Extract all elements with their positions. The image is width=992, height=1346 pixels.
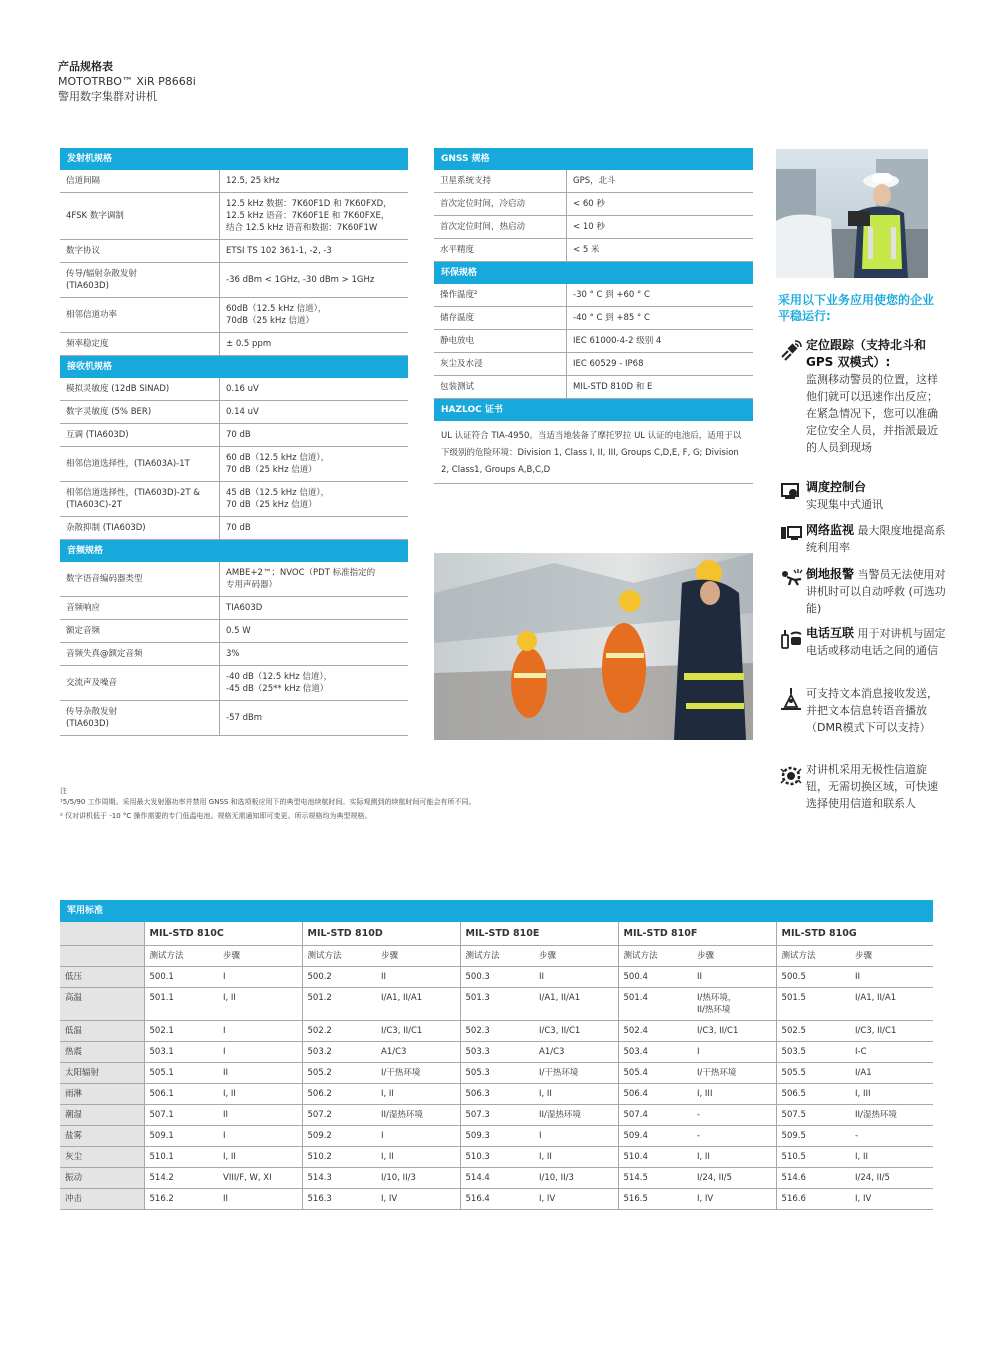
spec-value: ETSI TS 102 361-1, -2, -3 — [226, 246, 332, 256]
mil-method-cell: 505.1 — [144, 1063, 218, 1084]
mil-step-cell: I — [534, 1126, 618, 1147]
app-description: 可支持文本消息接收发送，并把文本信息转语音播放（DMR模式下可以支持） — [806, 687, 938, 734]
spec-row — [60, 193, 408, 240]
mil-step-cell: I — [376, 1126, 460, 1147]
spec-value: AMBE+2™；NVOC（PDT 标准指定的 专用声码器） — [226, 568, 376, 590]
mil-method-cell: 506.1 — [144, 1084, 218, 1105]
spec-row — [60, 597, 408, 620]
spec-key: 数字语音编码器类型 — [60, 562, 220, 596]
app-description: 实现集中式通讯 — [806, 498, 883, 511]
hazloc-section-header: HAZLOC 证书 — [434, 399, 753, 421]
mil-standards-section — [60, 900, 933, 1210]
mil-table-row — [60, 1063, 933, 1084]
mil-method-cell: 501.4 — [618, 988, 692, 1021]
notes-label: 注 — [60, 787, 67, 795]
spec-section-header: 接收机规格 — [60, 356, 408, 378]
mil-method-cell: 506.2 — [302, 1084, 376, 1105]
spec-section-header: 发射机规格 — [60, 148, 408, 170]
spec-row — [434, 170, 753, 193]
mil-step-cell: I, II — [218, 1084, 302, 1105]
mil-method-cell: 503.1 — [144, 1042, 218, 1063]
mil-method-cell: 505.3 — [460, 1063, 534, 1084]
app-description: 用于对讲机与固定电话或移动电话之间的通信 — [806, 627, 946, 657]
spec-value: < 60 秒 — [573, 199, 605, 209]
mil-method-cell: 509.2 — [302, 1126, 376, 1147]
mil-step-cell: I, IV — [376, 1189, 460, 1210]
spec-row — [60, 240, 408, 263]
spec-key: 首次定位时间，热启动 — [434, 216, 567, 238]
spec-row — [60, 170, 408, 193]
mil-standard-header: MIL-STD 810F — [618, 922, 776, 946]
mil-test-name: 高温 — [60, 988, 144, 1021]
spec-key: 传导/辐射杂散发射 (TIA603D) — [60, 263, 220, 297]
mil-step-cell: II — [218, 1189, 302, 1210]
spec-row — [434, 376, 753, 399]
spec-row — [60, 517, 408, 540]
mil-method-cell: 507.5 — [776, 1105, 850, 1126]
mil-table-row — [60, 1126, 933, 1147]
mil-corner-cell — [60, 946, 144, 967]
app-item-man-down — [776, 566, 948, 617]
mil-test-name: 热震 — [60, 1042, 144, 1063]
mil-step-cell: II — [534, 967, 618, 988]
mil-subheader-method: 测试方法 — [776, 946, 850, 967]
mil-method-cell: 510.2 — [302, 1147, 376, 1168]
mil-method-cell: 507.2 — [302, 1105, 376, 1126]
mil-step-cell: I, II — [376, 1084, 460, 1105]
spec-row — [434, 307, 753, 330]
mil-test-name: 盐雾 — [60, 1126, 144, 1147]
mil-subheader-method: 测试方法 — [144, 946, 218, 967]
mil-method-cell: 507.4 — [618, 1105, 692, 1126]
mil-step-cell: I, II — [534, 1084, 618, 1105]
mil-test-name: 雨淋 — [60, 1084, 144, 1105]
mil-step-cell: I/热环境， II/热环境 — [692, 988, 776, 1021]
spec-key: 模拟灵敏度 (12dB SINAD) — [60, 378, 220, 400]
spec-section-header: 环保规格 — [434, 262, 753, 284]
mil-table-row — [60, 1105, 933, 1126]
spec-row — [60, 562, 408, 597]
mil-step-cell: I, IV — [534, 1189, 618, 1210]
spec-key: 相邻信道功率 — [60, 298, 220, 332]
mil-step-cell: A1/C3 — [534, 1042, 618, 1063]
mil-step-cell: I, II — [376, 1147, 460, 1168]
mil-table-row — [60, 988, 933, 1021]
mil-test-name: 低压 — [60, 967, 144, 988]
mil-method-cell: 502.3 — [460, 1021, 534, 1042]
spec-row — [60, 666, 408, 701]
mil-step-cell: I/24, II/5 — [692, 1168, 776, 1189]
mil-method-cell: 505.5 — [776, 1063, 850, 1084]
mil-method-cell: 509.5 — [776, 1126, 850, 1147]
mil-method-cell: 507.1 — [144, 1105, 218, 1126]
mil-step-cell: I/A1, II/A1 — [534, 988, 618, 1021]
mil-method-cell: 502.4 — [618, 1021, 692, 1042]
mil-step-cell: I/C3, II/C1 — [534, 1021, 618, 1042]
mil-method-cell: 516.4 — [460, 1189, 534, 1210]
mil-step-cell: II — [218, 1105, 302, 1126]
mil-step-cell: I — [218, 1021, 302, 1042]
app-item-text-message — [776, 685, 948, 736]
mil-method-cell: 510.3 — [460, 1147, 534, 1168]
mil-method-cell: 503.2 — [302, 1042, 376, 1063]
mil-step-cell: II/湿热环境 — [376, 1105, 460, 1126]
firefighters-photo — [434, 553, 753, 740]
product-subtitle: 警用数字集群对讲机 — [58, 90, 157, 103]
mil-method-cell: 509.1 — [144, 1126, 218, 1147]
mil-step-cell: II/湿热环境 — [850, 1105, 933, 1126]
mil-standard-header: MIL-STD 810G — [776, 922, 933, 946]
spec-row — [434, 284, 753, 307]
mil-table-row — [60, 1168, 933, 1189]
note-1: ¹5/5/90 工作周期。采用最大发射器功率并禁用 GNSS 和选项板应用下的典型电池续航时间。实际观测到的续航时间可能会有所不同。 — [60, 798, 476, 806]
mil-method-cell: 505.4 — [618, 1063, 692, 1084]
app-description: 最大限度地提高系统利用率 — [806, 524, 946, 554]
mil-step-cell: II/湿热环境 — [534, 1105, 618, 1126]
spec-row — [60, 447, 408, 482]
spec-value: -30 ° C 到 +60 ° C — [573, 290, 650, 300]
mil-step-cell: I/干热环境 — [534, 1063, 618, 1084]
spec-key: 水平精度 — [434, 239, 567, 261]
mil-step-cell: A1/C3 — [376, 1042, 460, 1063]
mil-step-cell: I — [218, 1126, 302, 1147]
mil-table-row — [60, 1084, 933, 1105]
spec-value: 45 dB（12.5 kHz 信道）， 70 dB（25 kHz 信道） — [226, 488, 330, 510]
mil-standard-header: MIL-STD 810D — [302, 922, 460, 946]
mil-method-cell: 506.4 — [618, 1084, 692, 1105]
police-officer-photo — [776, 149, 928, 278]
mil-step-cell: I/24, II/5 — [850, 1168, 933, 1189]
doc-type-title: 产品规格表 — [58, 60, 113, 73]
hazloc-text: UL 认证符合 TIA-4950。当适当地装备了摩托罗拉 UL 认证的电池后，适用于以下级别的危险环境：Division 1, Class I, II, III, Groups C,D,E, F, G; Division 2, Class1, Groups A,B,C,D — [434, 421, 753, 484]
mil-test-name: 冲击 — [60, 1189, 144, 1210]
spec-value: 12.5 kHz 数据：7K60F1D 和 7K60FXD， 12.5 kHz 语音：7K60F1E 和 7K60FXE， 结合 12.5 kHz 语音和数据：7K60F1W — [226, 199, 392, 233]
app-description: 对讲机采用无极性信道旋钮，无需切换区域，可快速选择使用信道和联系人 — [806, 763, 938, 810]
mil-subheader-method: 测试方法 — [460, 946, 534, 967]
spec-key: 杂散抑制 (TIA603D) — [60, 517, 220, 539]
mil-step-cell: I, II — [218, 988, 302, 1021]
mil-step-cell: I, II — [534, 1147, 618, 1168]
app-description: 当警员无法使用对讲机时可以自动呼救 (可选功能) — [806, 568, 946, 615]
app-item-telephone-interconnect — [776, 625, 948, 659]
gnss-environment-tables — [434, 148, 753, 399]
mil-method-cell: 514.5 — [618, 1168, 692, 1189]
mil-subheader-method: 测试方法 — [618, 946, 692, 967]
spec-value: 3% — [226, 649, 240, 659]
mil-method-cell: 505.2 — [302, 1063, 376, 1084]
spec-row — [60, 620, 408, 643]
spec-key: 首次定位时间，冷启动 — [434, 193, 567, 215]
app-bold-label: 定位跟踪（支持北斗和 GPS 双模式）: — [806, 338, 927, 369]
man-down-icon — [776, 566, 806, 617]
mil-table-row — [60, 967, 933, 988]
mil-subheader-step: 步骤 — [218, 946, 302, 967]
spec-section-header: GNSS 规格 — [434, 148, 753, 170]
dispatch-console-icon — [776, 479, 806, 513]
mil-method-cell: 514.3 — [302, 1168, 376, 1189]
mil-method-cell: 509.4 — [618, 1126, 692, 1147]
spec-key: 操作温度² — [434, 284, 567, 306]
mil-standards-table — [60, 922, 933, 1210]
mil-method-cell: 506.3 — [460, 1084, 534, 1105]
mil-step-cell: I/干热环境 — [692, 1063, 776, 1084]
mil-step-cell: I/10, II/3 — [376, 1168, 460, 1189]
spec-value: 60dB（12.5 kHz 信道）， 70dB（25 kHz 信道） — [226, 304, 327, 326]
spec-row — [434, 239, 753, 262]
mil-test-name: 太阳辐射 — [60, 1063, 144, 1084]
mil-subheader-step: 步骤 — [692, 946, 776, 967]
mil-method-cell: 516.5 — [618, 1189, 692, 1210]
mil-method-cell: 500.4 — [618, 967, 692, 988]
mil-step-cell: - — [850, 1126, 933, 1147]
satellite-icon — [776, 337, 806, 456]
mil-step-cell: VIII/F, W, XI — [218, 1168, 302, 1189]
spec-value: -57 dBm — [226, 713, 263, 723]
mil-table-row — [60, 1021, 933, 1042]
app-bold-label: 调度控制台 — [806, 480, 867, 494]
mil-step-cell: I, II — [692, 1147, 776, 1168]
mil-method-cell: 516.6 — [776, 1189, 850, 1210]
spec-row — [434, 216, 753, 239]
spec-row — [60, 298, 408, 333]
spec-row — [434, 353, 753, 376]
spec-key: 音频响应 — [60, 597, 220, 619]
middle-spec-tables — [434, 148, 753, 484]
mil-method-cell: 503.4 — [618, 1042, 692, 1063]
mil-standard-header: MIL-STD 810E — [460, 922, 618, 946]
spec-row — [60, 482, 408, 517]
spec-key: 储存温度 — [434, 307, 567, 329]
mil-method-cell: 503.5 — [776, 1042, 850, 1063]
mil-step-cell: II — [692, 967, 776, 988]
mil-method-cell: 501.2 — [302, 988, 376, 1021]
mil-method-cell: 501.5 — [776, 988, 850, 1021]
mil-method-cell: 514.2 — [144, 1168, 218, 1189]
spec-key: 卫星系统支持 — [434, 170, 567, 192]
spec-key: 传导杂散发射 (TIA603D) — [60, 701, 220, 735]
mil-method-cell: 516.3 — [302, 1189, 376, 1210]
mil-step-cell: I — [218, 1042, 302, 1063]
mil-step-cell: - — [692, 1126, 776, 1147]
mil-step-cell: I, II — [218, 1147, 302, 1168]
spec-row — [60, 401, 408, 424]
spec-key: 4FSK 数字调制 — [60, 193, 220, 239]
spec-value: 60 dB（12.5 kHz 信道）， 70 dB（25 kHz 信道） — [226, 453, 330, 475]
spec-key: 频率稳定度 — [60, 333, 220, 355]
spec-row — [434, 330, 753, 353]
mil-step-cell: I/干热环境 — [376, 1063, 460, 1084]
app-bold-label: 倒地报警 — [806, 567, 855, 581]
mil-test-name: 低温 — [60, 1021, 144, 1042]
spec-value: 0.5 W — [226, 626, 251, 636]
spec-value: 70 dB — [226, 430, 251, 440]
spec-value: GPS，北斗 — [573, 176, 616, 186]
spec-value: 12.5, 25 kHz — [226, 176, 280, 186]
app-item-location-tracking — [776, 337, 948, 456]
spec-row — [60, 333, 408, 356]
spec-value: < 10 秒 — [573, 222, 605, 232]
spec-value: 0.14 uV — [226, 407, 259, 417]
spec-value: MIL-STD 810D 和 E — [573, 382, 653, 392]
mil-method-cell: 501.1 — [144, 988, 218, 1021]
mil-step-cell: I/C3, II/C1 — [376, 1021, 460, 1042]
mil-step-cell: I/C3, II/C1 — [692, 1021, 776, 1042]
mil-method-cell: 510.4 — [618, 1147, 692, 1168]
mil-method-cell: 502.2 — [302, 1021, 376, 1042]
left-spec-tables — [60, 148, 408, 736]
mil-step-cell: I — [218, 967, 302, 988]
app-item-channel-knob — [776, 761, 948, 812]
spec-value: IEC 60529 - IP68 — [573, 359, 644, 369]
mil-step-cell: II — [376, 967, 460, 988]
rotary-knob-icon — [776, 761, 806, 812]
mil-method-cell: 514.4 — [460, 1168, 534, 1189]
note-2: ² 仅对讲机低于 -10 °C 操作需要的专门低温电池。规格无需通知即可变更。所示规格均为典型规格。 — [60, 812, 372, 820]
spec-key: 相邻信道选择性，(TIA603A)-1T — [60, 447, 220, 481]
mil-method-cell: 506.5 — [776, 1084, 850, 1105]
spec-row — [60, 263, 408, 298]
mil-step-cell: I/A1 — [850, 1063, 933, 1084]
mil-test-name: 潮湿 — [60, 1105, 144, 1126]
mil-method-cell: 501.3 — [460, 988, 534, 1021]
mil-step-cell: I/A1, II/A1 — [376, 988, 460, 1021]
mil-step-cell: I, III — [692, 1084, 776, 1105]
telephone-icon — [776, 625, 806, 659]
spec-key: 数字灵敏度 (5% BER) — [60, 401, 220, 423]
spec-row — [60, 378, 408, 401]
mil-step-cell: I — [692, 1042, 776, 1063]
spec-row — [60, 701, 408, 736]
mil-step-cell: II — [850, 967, 933, 988]
mil-subheader-step: 步骤 — [534, 946, 618, 967]
mil-step-cell: I, II — [850, 1147, 933, 1168]
app-bold-label: 网络监视 — [806, 523, 855, 537]
mil-test-name: 灰尘 — [60, 1147, 144, 1168]
spec-key: 额定音频 — [60, 620, 220, 642]
spec-value: -36 dBm < 1GHz, -30 dBm > 1GHz — [226, 275, 375, 285]
spec-key: 灰尘及水浸 — [434, 353, 567, 375]
mil-subheader-method: 测试方法 — [302, 946, 376, 967]
spec-value: -40 ° C 到 +85 ° C — [573, 313, 650, 323]
mil-step-cell: I, IV — [692, 1189, 776, 1210]
mil-step-cell: - — [692, 1105, 776, 1126]
spec-value: 0.16 uV — [226, 384, 259, 394]
mil-method-cell: 510.1 — [144, 1147, 218, 1168]
spec-value: IEC 61000-4-2 级别 4 — [573, 336, 662, 346]
mil-method-cell: 502.5 — [776, 1021, 850, 1042]
app-bold-label: 电话互联 — [806, 626, 855, 640]
spec-value: 70 dB — [226, 523, 251, 533]
mil-method-cell: 500.3 — [460, 967, 534, 988]
spec-key: 包装测试 — [434, 376, 567, 398]
mil-step-cell: I/A1, II/A1 — [850, 988, 933, 1021]
mil-table-row — [60, 1147, 933, 1168]
apps-title: 采用以下业务应用使您的企业平稳运行: — [778, 293, 935, 323]
spec-value: TIA603D — [226, 603, 263, 613]
spec-key: 相邻信道选择性，(TIA603D)-2T & (TIA603C)-2T — [60, 482, 220, 516]
mil-step-cell: I, IV — [850, 1189, 933, 1210]
mil-step-cell: I-C — [850, 1042, 933, 1063]
spec-section-header: 音频规格 — [60, 540, 408, 562]
mil-subheader-step: 步骤 — [376, 946, 460, 967]
app-description: 监测移动警员的位置，这样他们就可以迅速作出反应；在紧急情况下，您可以准确定位安全人员，并指派最近的人员到现场 — [806, 373, 938, 454]
spec-value: < 5 米 — [573, 245, 600, 255]
spec-row — [434, 193, 753, 216]
mil-standard-header: MIL-STD 810C — [144, 922, 302, 946]
mil-step-cell: I/C3, II/C1 — [850, 1021, 933, 1042]
mil-method-cell: 516.2 — [144, 1189, 218, 1210]
app-item-network-monitor — [776, 522, 948, 556]
mil-step-cell: II — [218, 1063, 302, 1084]
mil-table-row — [60, 1189, 933, 1210]
mil-method-cell: 500.1 — [144, 967, 218, 988]
mil-method-cell: 509.3 — [460, 1126, 534, 1147]
model-name: MOTOTRBO™ XiR P8668i — [58, 75, 196, 88]
mil-step-cell: I/10, II/3 — [534, 1168, 618, 1189]
network-monitor-icon — [776, 522, 806, 556]
spec-row — [60, 643, 408, 666]
mil-method-cell: 502.1 — [144, 1021, 218, 1042]
spec-value: -40 dB（12.5 kHz 信道）， -45 dB（25** kHz 信道） — [226, 672, 333, 694]
spec-key: 静电放电 — [434, 330, 567, 352]
mil-method-cell: 500.2 — [302, 967, 376, 988]
mil-table-row — [60, 1042, 933, 1063]
spec-value: ± 0.5 ppm — [226, 339, 272, 349]
mil-method-cell: 503.3 — [460, 1042, 534, 1063]
spec-key: 交流声及噪音 — [60, 666, 220, 700]
text-message-icon — [776, 685, 806, 736]
mil-section-header: 军用标准 — [60, 900, 933, 922]
mil-method-cell: 510.5 — [776, 1147, 850, 1168]
mil-step-cell: I, III — [850, 1084, 933, 1105]
spec-key: 音频失真@额定音频 — [60, 643, 220, 665]
mil-subheader-step: 步骤 — [850, 946, 933, 967]
spec-key: 数字协议 — [60, 240, 220, 262]
spec-key: 信道间隔 — [60, 170, 220, 192]
spec-key: 互调 (TIA603D) — [60, 424, 220, 446]
mil-test-name: 振动 — [60, 1168, 144, 1189]
mil-method-cell: 507.3 — [460, 1105, 534, 1126]
mil-method-cell: 514.6 — [776, 1168, 850, 1189]
spec-row — [60, 424, 408, 447]
mil-corner-cell — [60, 922, 144, 946]
app-item-dispatch-console — [776, 479, 948, 513]
mil-method-cell: 500.5 — [776, 967, 850, 988]
